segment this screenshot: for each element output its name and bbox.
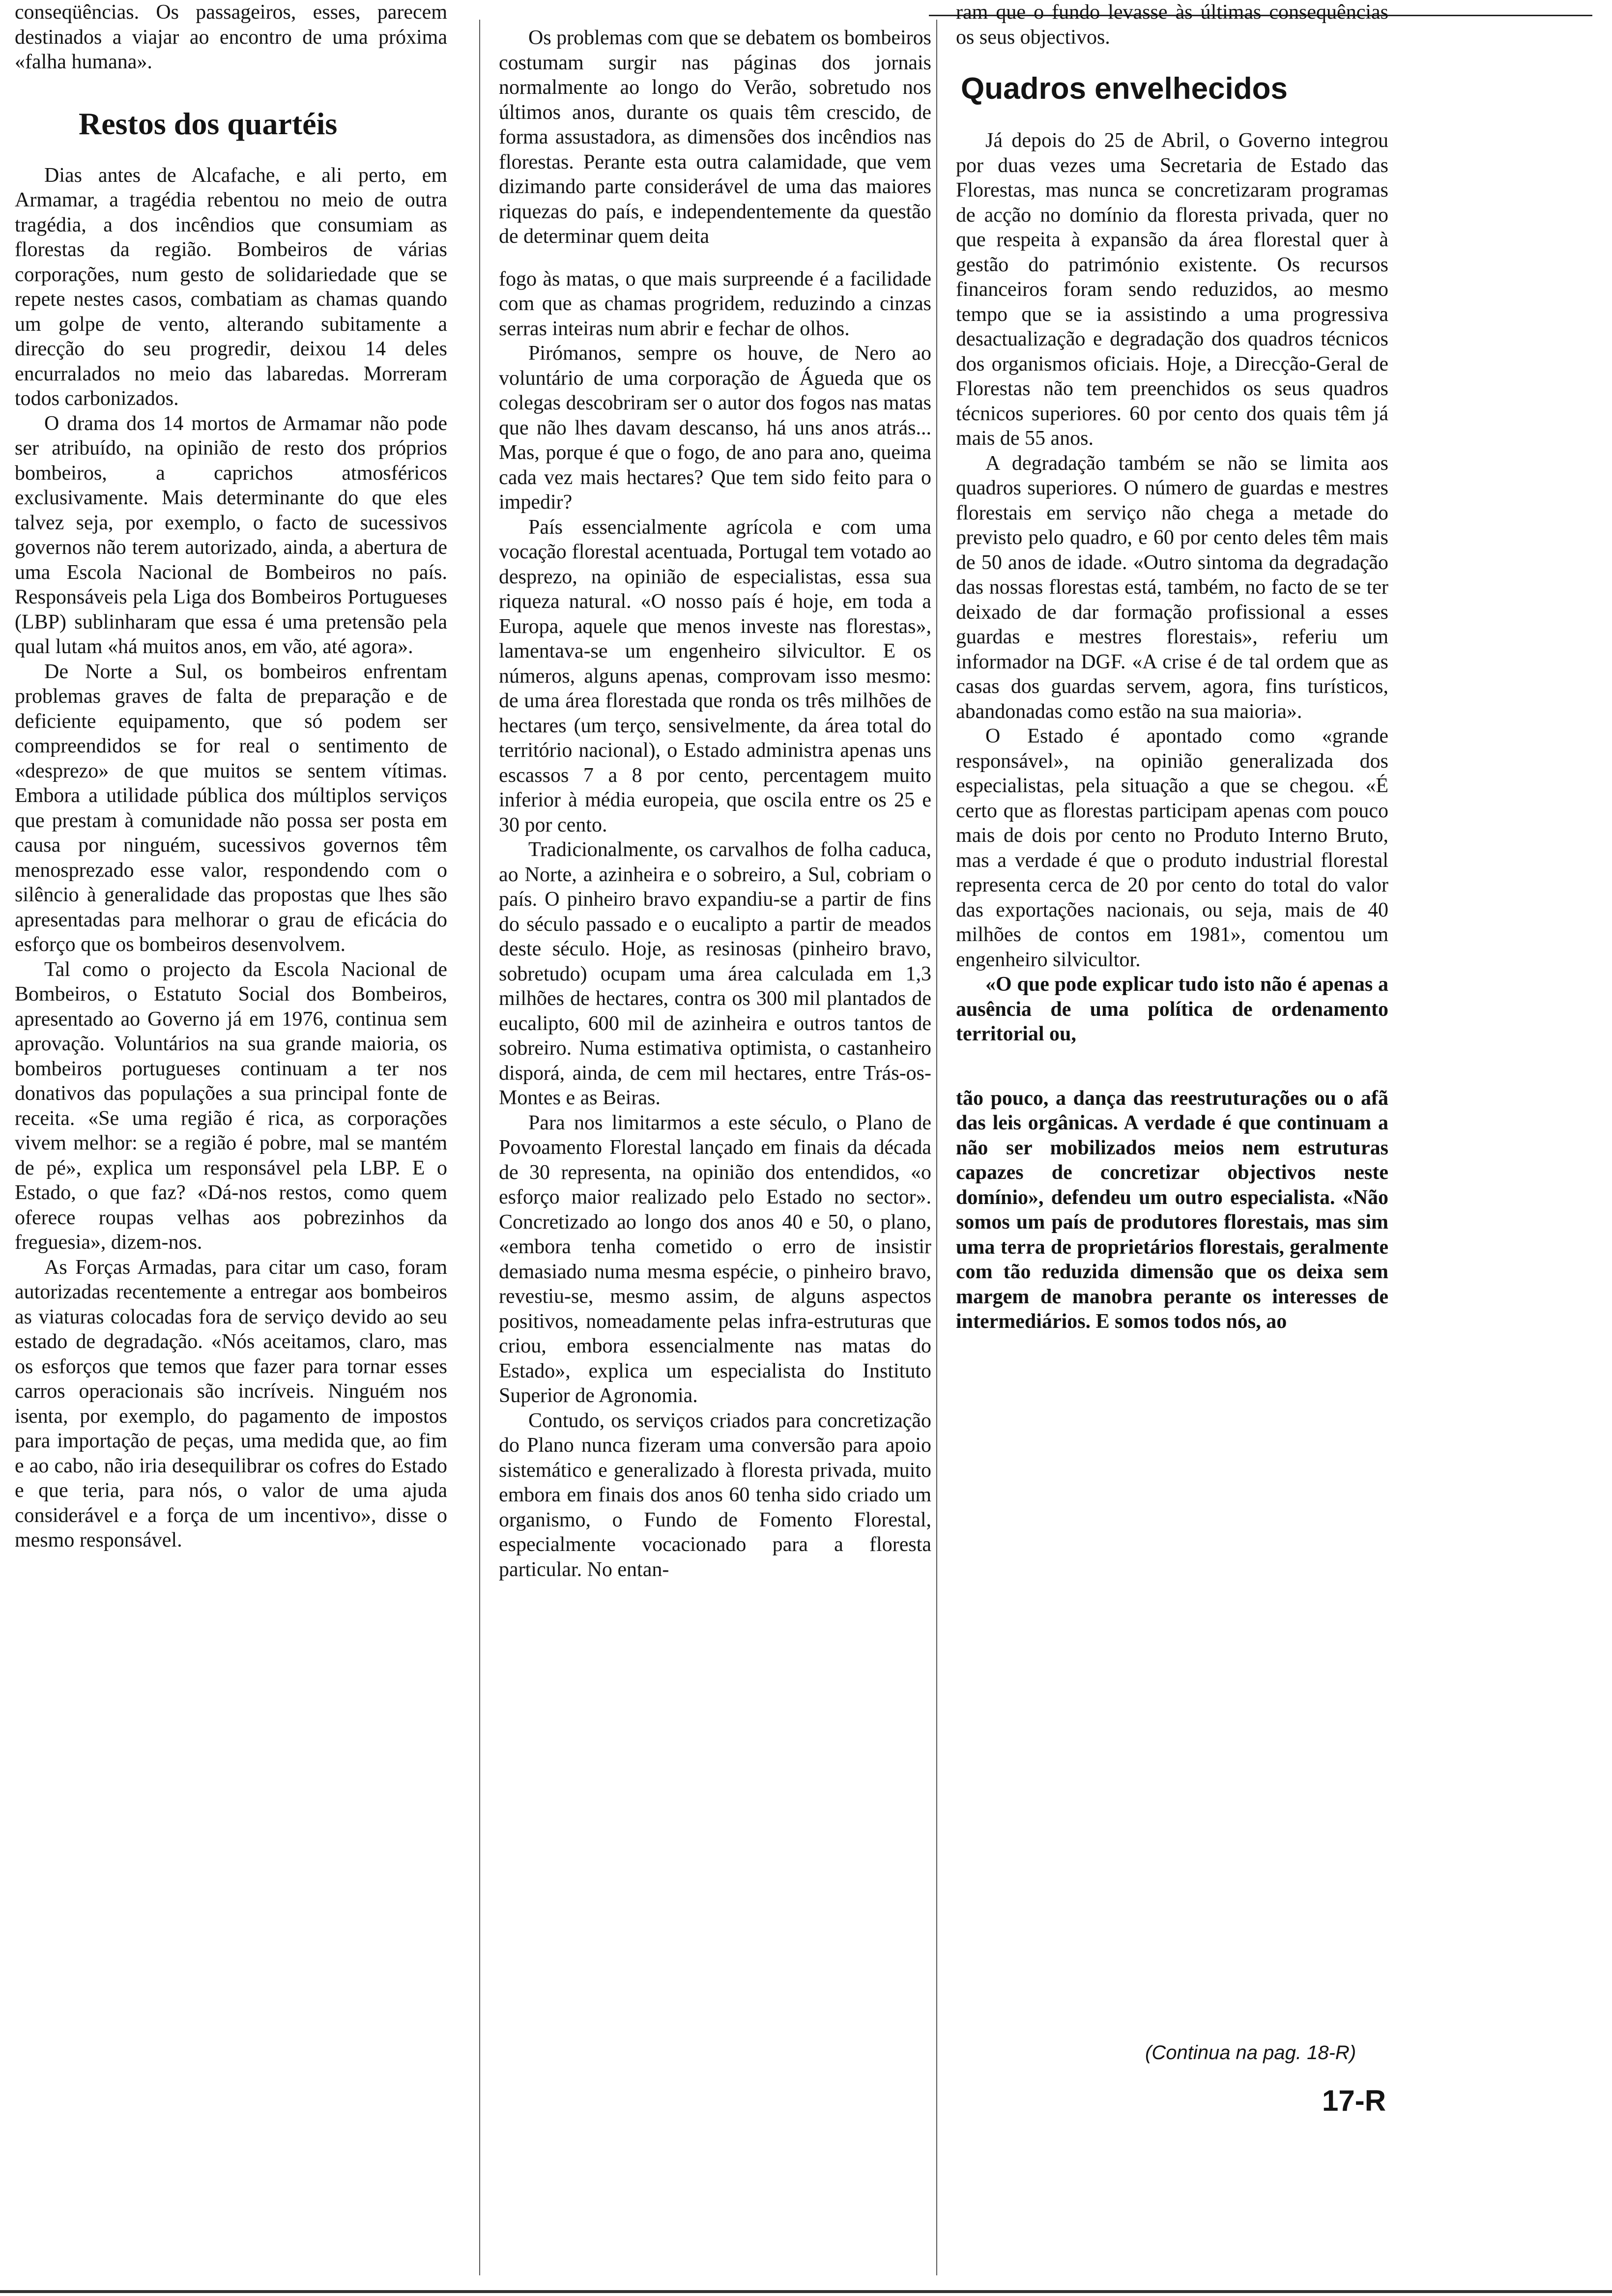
intro-text: conseqüências. Os passageiros, esses, parecem destinados a viajar ao encontro de uma próxima «falha humana». xyxy=(15,1,447,73)
paragraph: Já depois do 25 de Abril, o Governo integrou por duas vezes uma Secretaria de Estado das Florestas, mas nunca se concretizaram programas de acção no domínio da floresta privada, quer no que respeita à expansão da área florestal quer à gestão do património existente. Os recursos financeiros foram sendo reduzidos, ao mesmo tempo que se ia assistindo a uma progressiva desactualização e degradação dos quadros técnicos dos organismos oficiais. Hoje, a Direcção-Geral de Florestas não tem preenchidos os seus quadros técnicos superiores. 60 por cento dos quais têm já mais de 55 anos. xyxy=(956,129,1388,450)
spacer xyxy=(499,249,931,267)
paragraph: Os problemas com que se debatem os bombeiros costumam surgir nas páginas dos jornais normalmente ao longo do Verão, sobretudo nos últimos anos, durante os quais têm crescido, de forma assustadora, as dimensões dos incêndios nas florestas. Perante esta outra calamidade, que vem dizimando parte considerável de uma das maiores riquezas do país, e independentemente da questão de determinar quem deita xyxy=(499,27,931,248)
spacer xyxy=(956,1047,1388,1086)
section-heading: Quadros envelhecidos xyxy=(961,72,1288,106)
paragraph: Tradicionalmente, os carvalhos de folha caduca, ao Norte, a azinheira e o sobreiro, a Sul, cobriam o país. O pinheiro bravo expandiu-se a partir de fins do século passado e o eucalipto a partir de meados deste século. Hoje, as resinosas (pinheiro bravo, sobretudo) ocupam uma área calculada em 1,3 milhões de hectares, contra os 300 mil plantados de eucalipto, 600 mil de azinheira e outros tantos de sobreiro. Numa estimativa optimista, o castanheiro disporá, ainda, de cem mil hectares, entre Trás-os-Montes e as Beiras. xyxy=(499,838,931,1109)
paragraph: Pirómanos, sempre os houve, de Nero ao voluntário de uma corporação de Águeda que os colegas descobriram ser o autor dos fogos nas matas que não lhes davam descanso, há uns anos atrás... Mas, porque é que o fogo, de ano para ano, queima cada vez mais hectares? Que tem sido feito para o impedir? xyxy=(499,342,931,514)
paragraph: Tal como o projecto da Escola Nacional de Bombeiros, o Estatuto Social dos Bombeiros, apresentado ao Governo já em 1976, continua sem aprovação. Voluntários na sua grande maioria, os bombeiros portugueses continuam a ter nos donativos das populações a sua principal fonte de receita. «Se uma região é rica, as corporações vivem melhor: se a região é pobre, mal se mantém de pé», explica um responsável pela LBP. E o Estado, o que faz? «Dá-nos restos, como quem oferece roupas velhas aos pobrezinhos da freguesia», dizem-nos. xyxy=(15,958,447,1254)
paragraph: tão pouco, a dança das reestruturações ou o afã das leis orgânicas. A verdade é que continuam a não ser mobilizados meios nem estruturas capazes de concretizar objectivos neste domínio», defendeu um outro especialista. «Não somos um país de produtores florestais, mas sim uma terra de proprietários florestais, geralmente com tão reduzida dimensão que os deixa sem margem de manobra perante os interesses de intermediários. E somos todos nós, ao xyxy=(956,1087,1388,1333)
page-number: 17-R xyxy=(1322,2084,1386,2117)
paragraph: País essencialmente agrícola e com uma vocação florestal acentuada, Portugal tem votado ao desprezo, na opinião de especialistas, essa sua riqueza natural. «O nosso país é hoje, em toda a Europa, aquele que menos investe nas florestas», lamentava-se um engenheiro silvicultor. E os números, alguns apenas, comprovam isso mesmo: de uma área florestada que ronda os três milhões de hectares (um terço, sensivelmente, da área total do território nacional), o Estado administra apenas uns escassos 7 a 8 por cento, percentagem muito inferior à média europeia, que oscila entre os 25 e 30 por cento. xyxy=(499,516,931,836)
column-2 xyxy=(499,26,931,1582)
column-divider xyxy=(936,20,937,2275)
paragraph: «O que pode explicar tudo isto não é apenas a ausência de uma política de ordenamento territorial ou, xyxy=(956,973,1388,1045)
paragraph: De Norte a Sul, os bombeiros enfrentam problemas graves de falta de preparação e de deficiente equipamento, que só podem ser compreendidos se for real o sentimento de «desprezo» de que muitos se sentem vítimas. Embora a utilidade pública dos múltiplos serviços que prestam à comunidade não possa ser posta em causa por ninguém, sucessivos governos têm menosprezado esse valor, respondendo com o silêncio à generalidade das propostas que lhes são apresentadas para melhorar o grau de eficácia do esforço que os bombeiros desenvolvem. xyxy=(15,660,447,956)
continuation-note: (Continua na pag. 18-R) xyxy=(1145,2042,1356,2064)
paragraph: O drama dos 14 mortos de Armamar não pode ser atribuído, na opinião de resto dos próprios bombeiros, a caprichos atmosféricos exclusivamente. Mais determinante do que eles talvez seja, por exemplo, o facto de sucessivos governos não terem autorizado, ainda, a abertura de uma Escola Nacional de Bombeiros no país. Responsáveis pela Liga dos Bombeiros Portugueses (LBP) sublinharam que essa é uma pretensão pela qual lutam «há muitos anos, em vão, até agora». xyxy=(15,412,447,658)
paragraph: Dias antes de Alcafache, e ali perto, em Armamar, a tragédia rebentou no meio de outra tragédia, a dos incêndios que consumiam as florestas da região. Bombeiros de várias corporações, num gesto de solidariedade que se repete nestes casos, combatiam as chamas quando um golpe de vento, alterando subitamente a direcção do seu progredir, deixou 14 deles encurralados no meio das labaredas. Morreram todos carbonizados. xyxy=(15,164,447,410)
paragraph: fogo às matas, o que mais surpreende é a facilidade com que as chamas progridem, reduzindo a cinzas serras inteiras num abrir e fechar de olhos. xyxy=(499,267,931,340)
column-3 xyxy=(956,0,1388,1334)
paragraph: O Estado é apontado como «grande responsável», na opinião generalizada dos especialistas, pela situação a que se chegou. «É certo que as florestas participam apenas com pouco mais de dois por cento no Produto Interno Bruto, mas a verdade é que o produto industrial florestal representa cerca de 20 por cento do total do valor das exportações nacionais, ou seja, mais de 40 milhões de contos em 1981», comentou um engenheiro silvicultor. xyxy=(956,725,1388,971)
column-divider xyxy=(479,20,480,2275)
paragraph: Para nos limitarmos a este século, o Plano de Povoamento Florestal lançado em finais da década de 30 representa, na opinião dos entendidos, «o esforço maior realizado pelo Estado no sector». Concretizado ao longo dos anos 40 e 50, o plano, «embora tenha cometido o erro de insistir demasiado numa mesma espécie, o pinheiro bravo, revestiu-se, mesmo assim, de alguns aspectos positivos, nomeadamente pelas infra-estruturas que criou, embora essencialmente nas matas do Estado», explica um especialista do Instituto Superior de Agronomia. xyxy=(499,1111,931,1407)
intro-text: ram que o fundo levasse às últimas consequências os seus objectivos. xyxy=(956,1,1388,49)
column-1 xyxy=(15,0,447,1553)
bottom-rule xyxy=(0,2290,1612,2293)
paragraph: A degradação também se não se limita aos quadros superiores. O número de guardas e mestres florestais em serviço não chega a metade do previsto pelo quadro, e 60 por cento deles têm mais de 50 anos de idade. «Outro sintoma da degradação das nossas florestas está, também, no facto de se ter deixado de dar formação profissional a esses guardas e mestres florestais», referiu um informador na DGF. «A crise é de tal ordem que as casas dos guardas servem, agora, fins turísticos, abandonadas como estão na sua maioria». xyxy=(956,452,1388,723)
paragraph: As Forças Armadas, para citar um caso, foram autorizadas recentemente a entregar aos bombeiros as viaturas colocadas fora de serviço devido ao seu estado de degradação. «Nós aceitamos, claro, mas os esforços que temos que fazer para tornar esses carros operacionais são incríveis. Ninguém nos isenta, por exemplo, do pagamento de impostos para importação de peças, uma medida que, ao fim e ao cabo, não iria desequilibrar os cofres do Estado e que teria, para nós, o valor de uma ajuda considerável e a força de um incentivo», disse o mesmo responsável. xyxy=(15,1256,447,1551)
paragraph: Contudo, os serviços criados para concretização do Plano nunca fizeram uma conversão para apoio sistemático e generalizado à floresta privada, muito embora em finais dos anos 60 tenha sido criado um organismo, o Fundo de Fomento Florestal, especialmente vocacionado para a floresta particular. No entan- xyxy=(499,1409,931,1581)
section-heading: Restos dos quartéis xyxy=(79,106,338,141)
